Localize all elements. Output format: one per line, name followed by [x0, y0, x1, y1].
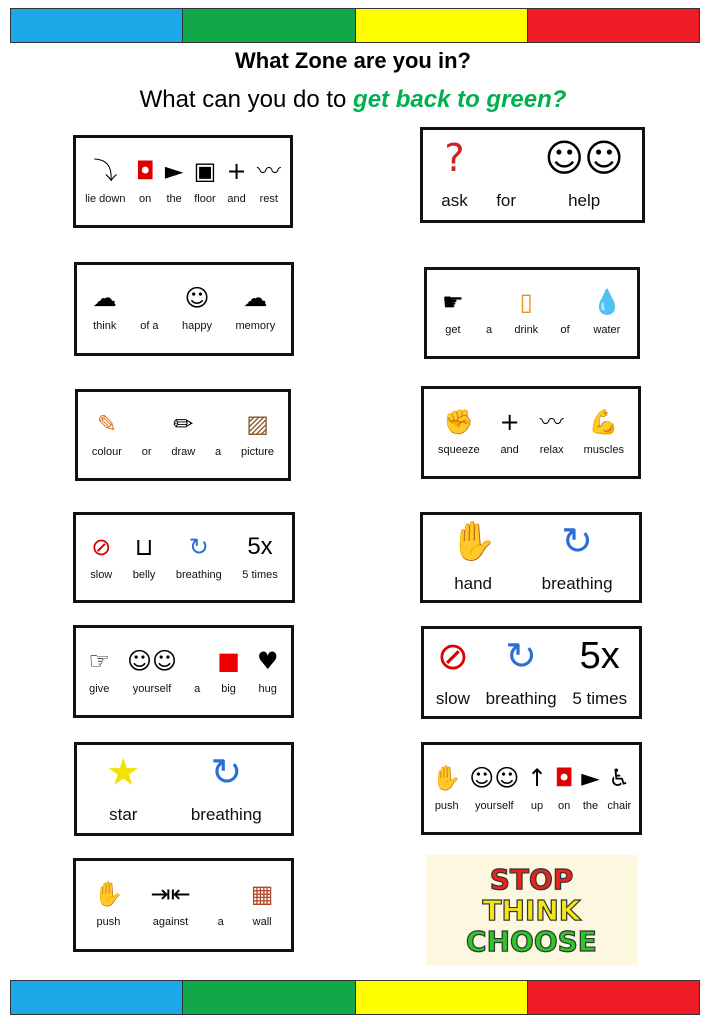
push-hand-icon: ✋ — [431, 763, 462, 792]
word-label: give — [89, 682, 110, 695]
word-label: 5 times — [242, 568, 278, 581]
symbol-word — [132, 532, 156, 581]
choose-text: CHOOSE — [466, 924, 597, 958]
symbol-word — [583, 407, 624, 456]
symbol-word — [544, 136, 624, 211]
page-title: What Zone are you in? — [235, 48, 471, 73]
word-label: slow — [435, 688, 470, 708]
word-label: 5 times — [572, 688, 628, 708]
word-label: and — [227, 192, 246, 205]
word-label: colour — [91, 446, 122, 458]
word-label: yourself — [132, 682, 172, 695]
word-label: belly — [132, 568, 156, 581]
speech-mouth-icon: ? — [444, 136, 465, 180]
symbol-word — [135, 156, 155, 205]
symbol-word — [256, 156, 281, 205]
symbol-word — [435, 633, 470, 709]
strategy-card — [421, 386, 641, 479]
symbol-word — [93, 286, 117, 332]
helping-people-icon: ☺☺ — [544, 136, 624, 180]
breathing-face-icon: ↻ — [210, 750, 243, 794]
word-label: of a — [140, 320, 159, 332]
arrow-icon: ► — [164, 156, 184, 185]
stop-think-choose-logo — [426, 855, 637, 965]
symbol-word — [217, 646, 240, 695]
symbol-word — [541, 518, 613, 594]
arrow-icon: ► — [581, 763, 600, 792]
word-label: chair — [607, 799, 632, 812]
word-label: push — [434, 799, 459, 812]
strategy-card — [420, 512, 642, 603]
green-zone — [183, 9, 355, 42]
picture-frame-icon: ▨ — [246, 410, 269, 438]
subtitle-prefix: What can you do to — [139, 86, 354, 113]
word-label: for — [496, 191, 517, 210]
word-label: breathing — [190, 805, 262, 824]
symbol-word — [607, 763, 632, 812]
symbol-word — [175, 532, 222, 581]
5x-text: 5x — [579, 634, 620, 677]
strategy-card — [73, 135, 293, 228]
thinking-head-icon: ☁ — [92, 284, 117, 312]
strategy-card — [421, 742, 642, 835]
symbol-word — [539, 407, 564, 456]
snail-sign-icon: ⊘ — [91, 532, 112, 561]
top-color-bar — [10, 8, 700, 43]
water-drop-icon: 💧 — [591, 288, 622, 316]
symbol-word — [90, 532, 113, 581]
get-icon: ☛ — [442, 288, 464, 316]
word-label: or — [141, 446, 152, 458]
subtitle-highlight: get back to green? — [353, 86, 567, 113]
symbol-word — [256, 646, 279, 695]
symbol-word — [572, 634, 628, 709]
word-label: hug — [258, 682, 277, 695]
glass-icon: ▯ — [519, 288, 533, 316]
word-label: muscles — [583, 443, 624, 456]
symbol-word — [150, 882, 190, 928]
strategy-card — [75, 389, 291, 481]
breathing-face-icon: ↻ — [188, 532, 209, 561]
word-label: of — [560, 324, 570, 336]
symbol-word — [226, 156, 247, 205]
strategy-card — [421, 626, 642, 719]
word-label: up — [530, 799, 544, 812]
breathing-face-icon: ↻ — [561, 518, 594, 563]
symbol-word — [215, 412, 221, 458]
word-label: hand — [454, 573, 493, 593]
blue-zone — [11, 981, 183, 1014]
crayon-icon: ✎ — [96, 410, 117, 438]
symbol-word — [171, 412, 195, 458]
symbol-word — [127, 646, 178, 695]
strategy-card — [73, 512, 295, 603]
people-icon: ☺☺ — [469, 763, 520, 792]
word-label: slow — [90, 568, 113, 581]
word-label: a — [215, 446, 222, 458]
word-label: drink — [514, 324, 539, 336]
green-zone — [183, 981, 355, 1014]
symbol-word — [193, 156, 217, 205]
symbol-word — [560, 290, 569, 336]
symbol-word — [92, 412, 122, 458]
5x-text: 5x — [247, 532, 273, 560]
give-icon: ☞ — [88, 646, 111, 675]
symbol-word — [218, 882, 224, 928]
symbol-word — [496, 139, 516, 211]
strategy-card — [74, 262, 294, 356]
people-icon: ☺☺ — [127, 646, 178, 675]
symbol-word — [88, 646, 111, 695]
symbol-word — [242, 532, 278, 581]
word-label: memory — [235, 320, 276, 332]
word-label: picture — [241, 446, 275, 458]
symbol-word — [85, 156, 126, 205]
symbol-word — [241, 412, 274, 458]
squeeze-hand-icon: ✊ — [443, 407, 474, 436]
symbol-word — [441, 136, 468, 211]
symbol-word — [142, 412, 152, 458]
word-label: push — [96, 916, 121, 928]
word-label: on — [139, 192, 152, 205]
symbol-word — [554, 763, 574, 812]
think-text: THINK — [482, 893, 581, 927]
belly-icon: ⊔ — [134, 532, 154, 561]
symbol-word — [164, 156, 184, 205]
word-label: against — [152, 916, 189, 928]
symbol-word — [485, 633, 557, 709]
word-label: water — [593, 324, 621, 336]
strategy-card — [424, 267, 640, 359]
word-label: star — [109, 805, 138, 824]
push-hand-icon: ✋ — [93, 880, 124, 908]
floor-icon: ▣ — [193, 156, 217, 185]
symbol-word — [190, 750, 262, 825]
brick-wall-icon: ▦ — [250, 880, 274, 908]
symbol-word — [449, 518, 497, 594]
word-label: get — [445, 324, 461, 336]
up-arrow-icon: ↑ — [526, 763, 548, 792]
symbol-word — [235, 286, 275, 332]
open-hand-icon: ✋ — [449, 518, 497, 563]
symbol-word — [182, 286, 212, 332]
word-label: a — [194, 682, 201, 695]
muscle-icon: 💪 — [588, 407, 619, 436]
blue-zone — [11, 9, 183, 42]
relax-person-icon: 〰 — [539, 407, 564, 436]
symbol-word — [469, 763, 520, 812]
symbol-word — [431, 763, 462, 812]
symbol-word — [581, 763, 600, 812]
bottom-color-bar — [10, 980, 700, 1015]
word-label: happy — [182, 320, 213, 332]
word-label: big — [221, 682, 236, 695]
symbol-word — [106, 750, 141, 825]
happy-person-icon: ☺ — [184, 284, 210, 312]
hug-icon: ♥ — [256, 646, 279, 675]
strategy-card — [74, 742, 294, 836]
yellow-zone — [356, 981, 528, 1014]
word-label: lie down — [85, 192, 126, 205]
symbol-word — [251, 882, 274, 928]
strategy-card — [73, 625, 294, 718]
word-label: rest — [259, 192, 278, 205]
symbol-word — [94, 882, 124, 928]
word-label: yourself — [475, 799, 514, 812]
symbol-word — [514, 290, 538, 336]
word-label: a — [217, 916, 224, 928]
word-label: breathing — [541, 573, 613, 593]
memory-head-icon: ☁ — [243, 284, 268, 312]
symbol-word — [592, 290, 622, 336]
word-label: the — [582, 799, 599, 812]
red-zone — [528, 9, 699, 42]
word-label: and — [500, 443, 519, 456]
word-label: a — [485, 324, 493, 336]
resting-person-icon: 〰 — [256, 156, 281, 185]
snail-sign-icon: ⊘ — [436, 633, 469, 678]
word-label: squeeze — [437, 443, 480, 456]
page-subtitle — [0, 86, 706, 114]
plus-icon: + — [499, 407, 520, 436]
star-icon: ★ — [106, 750, 141, 794]
big-square-icon: ■ — [217, 646, 240, 675]
word-label: breathing — [175, 568, 222, 581]
strategy-card — [73, 858, 294, 952]
symbol-word — [140, 286, 158, 332]
on-icon: ◘ — [135, 156, 155, 185]
lying-person-icon: ⤵ — [93, 156, 118, 185]
symbol-word — [442, 290, 464, 336]
word-label: breathing — [485, 688, 557, 708]
plus-icon: + — [226, 156, 247, 185]
word-label: draw — [171, 446, 196, 458]
pencil-icon: ✏ — [173, 410, 194, 438]
symbol-word — [499, 407, 520, 456]
on-icon: ◘ — [554, 763, 574, 792]
word-label: think — [93, 320, 117, 332]
breathing-face-icon: ↻ — [505, 633, 538, 678]
word-label: floor — [194, 192, 216, 205]
stop-text: STOP — [489, 862, 574, 896]
word-label: relax — [539, 443, 564, 456]
word-label: the — [166, 192, 182, 205]
symbol-word — [194, 649, 200, 695]
word-label: on — [558, 799, 571, 812]
symbol-word — [486, 290, 492, 336]
word-label: wall — [252, 916, 272, 928]
symbol-word — [526, 763, 548, 812]
chair-icon: ♿ — [608, 763, 631, 792]
red-zone — [528, 981, 699, 1014]
against-icon: ⇥⇤ — [150, 880, 191, 908]
word-label: help — [568, 191, 601, 210]
symbol-word — [437, 407, 480, 456]
word-label: ask — [441, 191, 468, 210]
yellow-zone — [356, 9, 528, 42]
strategy-card — [420, 127, 645, 223]
